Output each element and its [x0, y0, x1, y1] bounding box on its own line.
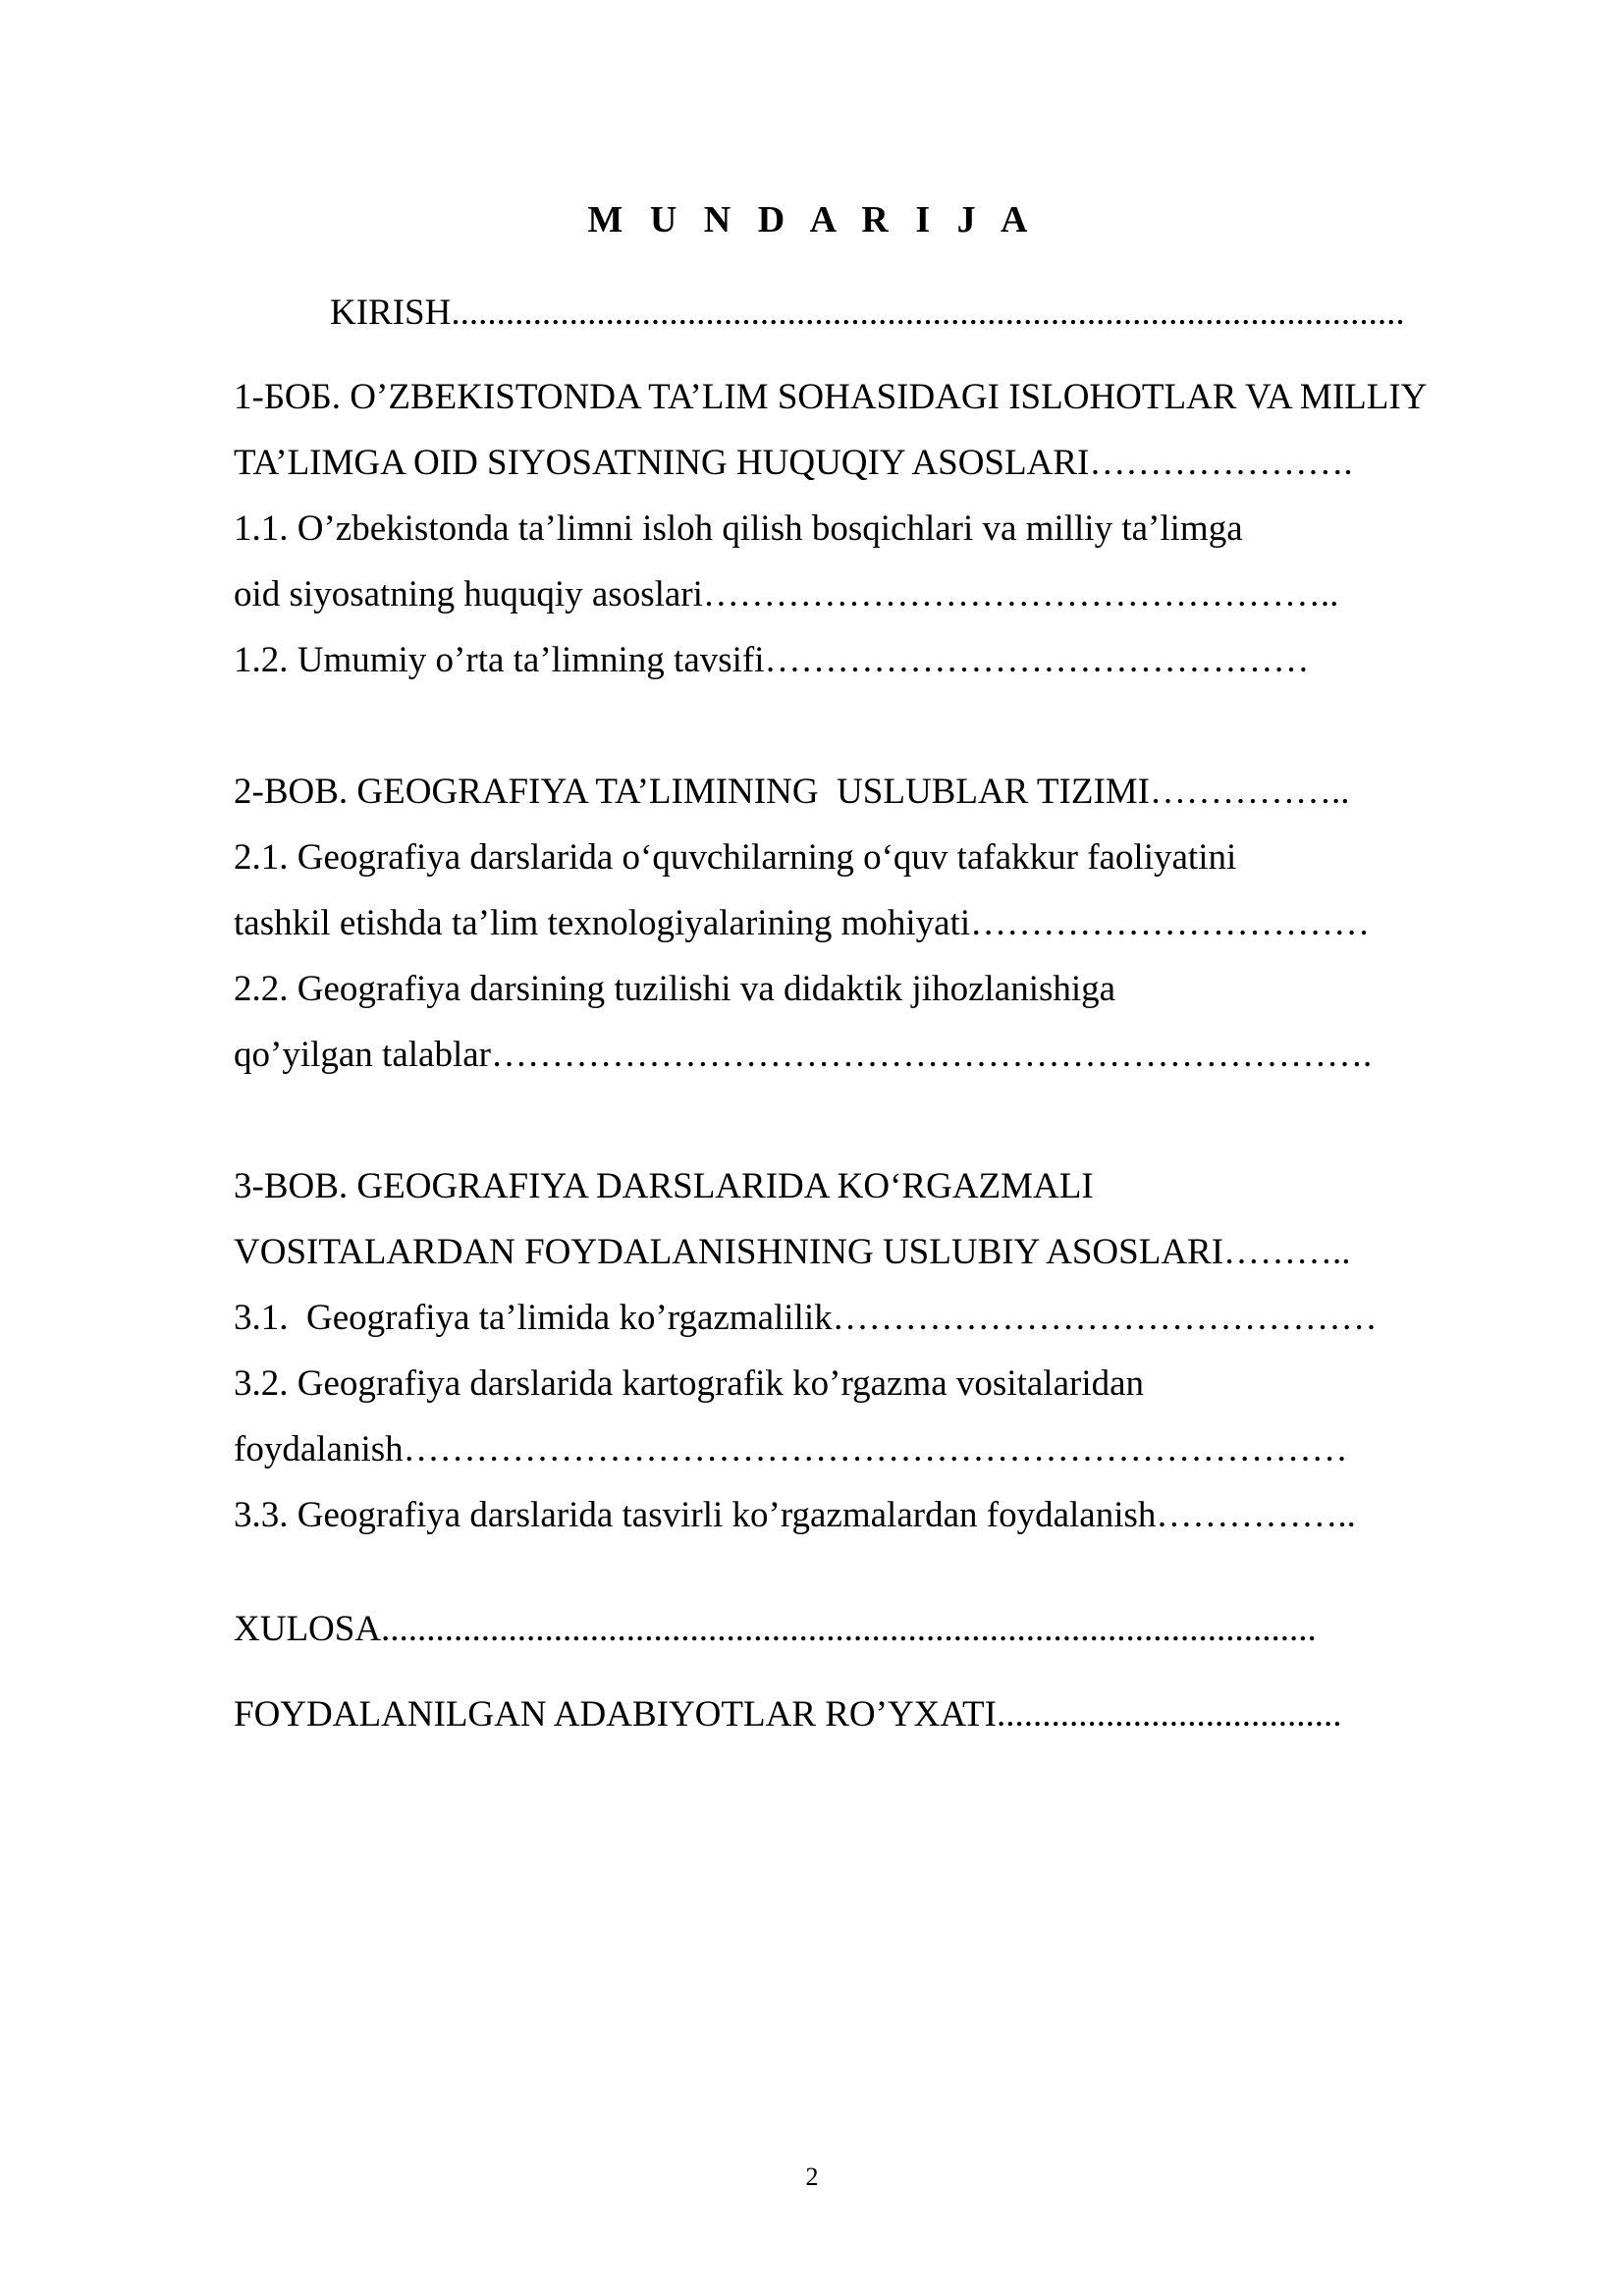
page-title: M U N D A R I J A — [587, 199, 1037, 240]
toc-chapter-1-heading-cont: TA’LIMGA OID SIYOSATNING HUQUQIY ASOSLARI…………………. — [234, 443, 1353, 483]
toc-section-3-2-cont: foydalanish…………………………………………………………………… — [234, 1429, 1348, 1469]
toc-section-2-1: 2.1. Geografiya darslarida o‘quvchilarning o‘quv tafakkur faoliyatini — [234, 837, 1237, 878]
toc-chapter-3-heading: 3-BOB. GEOGRAFIYA DARSLARIDA KO‘RGAZMALI — [234, 1166, 1094, 1206]
toc-section-2-2-cont: qo’yilgan talablar………………………………………………………………. — [234, 1035, 1373, 1075]
toc-section-2-2: 2.2. Geografiya darsining tuzilishi va didaktik jihozlanishiga — [234, 969, 1116, 1009]
toc-section-3-2: 3.2. Geografiya darslarida kartografik ko’rgazma vositalaridan — [234, 1363, 1145, 1404]
toc-section-3-3: 3.3. Geografiya darslarida tasvirli ko’rgazmalardan foydalanish…………….. — [234, 1495, 1356, 1535]
toc-entry-xulosa: XULOSA....................................................................................................... — [234, 1609, 1317, 1649]
toc-section-1-1: 1.1. O’zbekistonda ta’limni isloh qilish bosqichlari va milliy ta’limga — [234, 508, 1243, 549]
page-number: 2 — [805, 2163, 819, 2191]
toc-section-1-1-cont: oid siyosatning huquqiy asoslari…………………………………………….. — [234, 574, 1339, 614]
toc-chapter-1-heading: 1-БОБ. O’ZBEKISTONDA TA’LIM SOHASIDAGI ISLOHOTLAR VA MILLIY — [234, 377, 1428, 417]
toc-section-1-2: 1.2. Umumiy o’rta ta’limning tavsifi……………………………………… — [234, 640, 1310, 680]
toc-section-3-1: 3.1. Geografiya ta’limida ko’rgazmalilik……………………………………… — [234, 1298, 1378, 1338]
toc-entry-references: FOYDALANILGAN ADABIYOTLAR RO’YXATI...................................... — [234, 1694, 1342, 1735]
toc-section-2-1-cont: tashkil etishda ta’lim texnologiyalarining mohiyati…………………………… — [234, 903, 1371, 943]
toc-chapter-3-heading-cont: VOSITALARDAN FOYDALANISHNING USLUBIY ASOSLARI……….. — [234, 1232, 1351, 1272]
toc-entry-kirish: KIRISH......................................................................................................... — [330, 293, 1405, 333]
toc-chapter-2-heading: 2-BOB. GEOGRAFIYA TA’LIMINING USLUBLAR TIZIMI…………….. — [234, 772, 1350, 812]
